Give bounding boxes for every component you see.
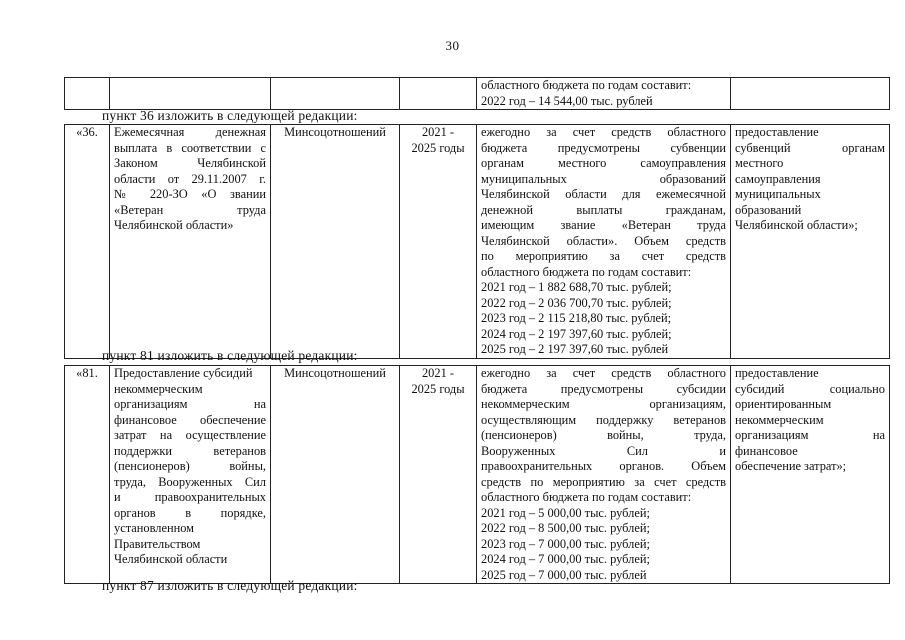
text-line: ежегодно за счет средств областного: [481, 366, 726, 380]
cell-executor: Минсоцотношений: [271, 125, 400, 359]
text-line: областного бюджета по годам составит:: [481, 490, 692, 504]
text-line: поддержки ветеранов: [114, 443, 266, 458]
text-line: средств по мероприятию за счет средств: [481, 474, 726, 489]
text-line: 2022 год – 2 036 700,70 тыс. рублей;: [481, 295, 672, 310]
text-line: Челябинской области»;: [735, 218, 858, 232]
page-number: 30: [445, 38, 460, 53]
cell-result: [731, 125, 890, 359]
text-line: обеспечение затрат»;: [735, 459, 847, 473]
text-line: Законом Челябинской: [114, 156, 266, 170]
text-line: денежной выплаты гражданам,: [481, 202, 726, 217]
text-line: труда, Вооруженных Сил: [114, 474, 266, 489]
instruction-36: пункт 36 изложить в следующей редакции:: [102, 108, 358, 123]
table-row: [65, 78, 890, 110]
table-row: [65, 125, 890, 359]
text-line: 2025 год – 7 000,00 тыс. рублей: [481, 567, 647, 582]
text-line: 2024 год – 7 000,00 тыс. рублей;: [481, 552, 650, 566]
table-row: [65, 366, 890, 584]
table-row36: [64, 124, 890, 359]
text-line: самоуправления: [735, 171, 821, 186]
text-line: областного бюджета по годам составит:: [481, 78, 692, 92]
text-line: 2023 год – 2 115 218,80 тыс. рублей;: [481, 311, 672, 325]
text-line: 2021 год – 5 000,00 тыс. рублей;: [481, 505, 650, 520]
instruction-87: пункт 87 изложить в следующей редакции:: [102, 578, 358, 593]
text-line: Правительством: [114, 536, 201, 551]
text-line: области от 29.11.2007 г.: [114, 171, 266, 186]
text-line: Предоставление субсидий: [114, 366, 253, 380]
text-line: бюджета предусмотрены субсидии: [481, 381, 726, 396]
text-line: предоставление: [735, 366, 819, 380]
text-line: 2024 год – 2 197 397,60 тыс. рублей;: [481, 326, 672, 341]
text-line: организациям на: [114, 397, 266, 411]
text-line: бюджета предусмотрены субвенции: [481, 140, 726, 155]
text-line: 2022 год – 14 544,00 тыс. рублей: [481, 93, 653, 108]
text-line: местного: [735, 156, 784, 170]
text-line: 2021 -: [421, 125, 454, 139]
text-line: 2021 год – 1 882 688,70 тыс. рублей;: [481, 280, 672, 294]
text-line: муниципальных образований: [481, 171, 726, 186]
cell-description: [477, 78, 731, 110]
cell-num: «36.: [65, 125, 110, 359]
cell-executor: Минсоцотношений: [271, 366, 400, 584]
text-line: субвенций органам: [735, 140, 885, 155]
text-line: 2025 годы: [411, 381, 465, 396]
instruction-81: пункт 81 изложить в следующей редакции:: [102, 348, 358, 363]
text-line: муниципальных: [735, 187, 821, 201]
text-line: 2025 годы: [411, 140, 465, 155]
text-line: ориентированным: [735, 397, 832, 411]
text-line: правоохранительных органов. Объем: [481, 459, 726, 473]
text-line: выплата в соответствии с: [114, 140, 266, 155]
text-line: образований: [735, 202, 802, 217]
cell-name: [110, 125, 271, 359]
text-line: осуществляющим поддержку ветеранов: [481, 412, 726, 427]
text-line: Челябинской области». Объем средств: [481, 233, 726, 248]
cell-period: [400, 78, 477, 110]
cell-period: [400, 125, 477, 359]
text-line: Челябинской области»: [114, 218, 234, 232]
text-line: органам местного самоуправления: [481, 156, 726, 170]
text-line: 2023 год – 7 000,00 тыс. рублей;: [481, 536, 650, 551]
text-line: субсидий социально: [735, 381, 885, 396]
text-line: финансовое: [735, 443, 798, 458]
text-line: организациям на: [735, 428, 885, 442]
text-line: (пенсионеров) войны, труда,: [481, 428, 726, 442]
text-line: установленном: [114, 521, 195, 535]
text-line: по мероприятию за счет средств: [481, 249, 726, 263]
table-row81: [64, 365, 890, 584]
text-line: затрат на осуществление: [114, 428, 266, 442]
text-line: предоставление: [735, 125, 819, 139]
text-line: Челябинской области: [114, 552, 228, 566]
text-line: 2022 год – 8 500,00 тыс. рублей;: [481, 521, 650, 535]
cell-executor: [271, 78, 400, 110]
text-line: и правоохранительных: [114, 490, 266, 504]
text-line: (пенсионеров) войны,: [114, 459, 266, 473]
cell-num: [65, 78, 110, 110]
cell-period: [400, 366, 477, 584]
text-line: 2021 -: [421, 366, 454, 380]
text-line: органов в порядке,: [114, 505, 266, 520]
text-line: «Ветеран труда: [114, 202, 266, 217]
cell-result: [731, 366, 890, 584]
cell-result: [731, 78, 890, 110]
text-line: 2025 год – 2 197 397,60 тыс. рублей: [481, 342, 669, 356]
text-line: имеющим звание «Ветеран труда: [481, 218, 726, 232]
text-line: ежегодно за счет средств областного: [481, 125, 726, 139]
cell-description: [477, 366, 731, 584]
text-line: некоммерческим: [735, 412, 824, 427]
table-continuation: [64, 77, 890, 110]
text-line: № 220-ЗО «О звании: [114, 187, 266, 201]
text-line: некоммерческим организациям,: [481, 397, 726, 411]
text-line: областного бюджета по годам составит:: [481, 264, 692, 279]
text-line: финансовое обеспечение: [114, 412, 266, 427]
text-line: Ежемесячная денежная: [114, 125, 266, 139]
text-line: Челябинской области для ежемесячной: [481, 187, 726, 201]
cell-name: [110, 78, 271, 110]
cell-description: [477, 125, 731, 359]
text-line: Вооруженных Сил и: [481, 443, 726, 458]
cell-num: «81.: [65, 366, 110, 584]
text-line: некоммерческим: [114, 381, 203, 396]
cell-name: [110, 366, 271, 584]
